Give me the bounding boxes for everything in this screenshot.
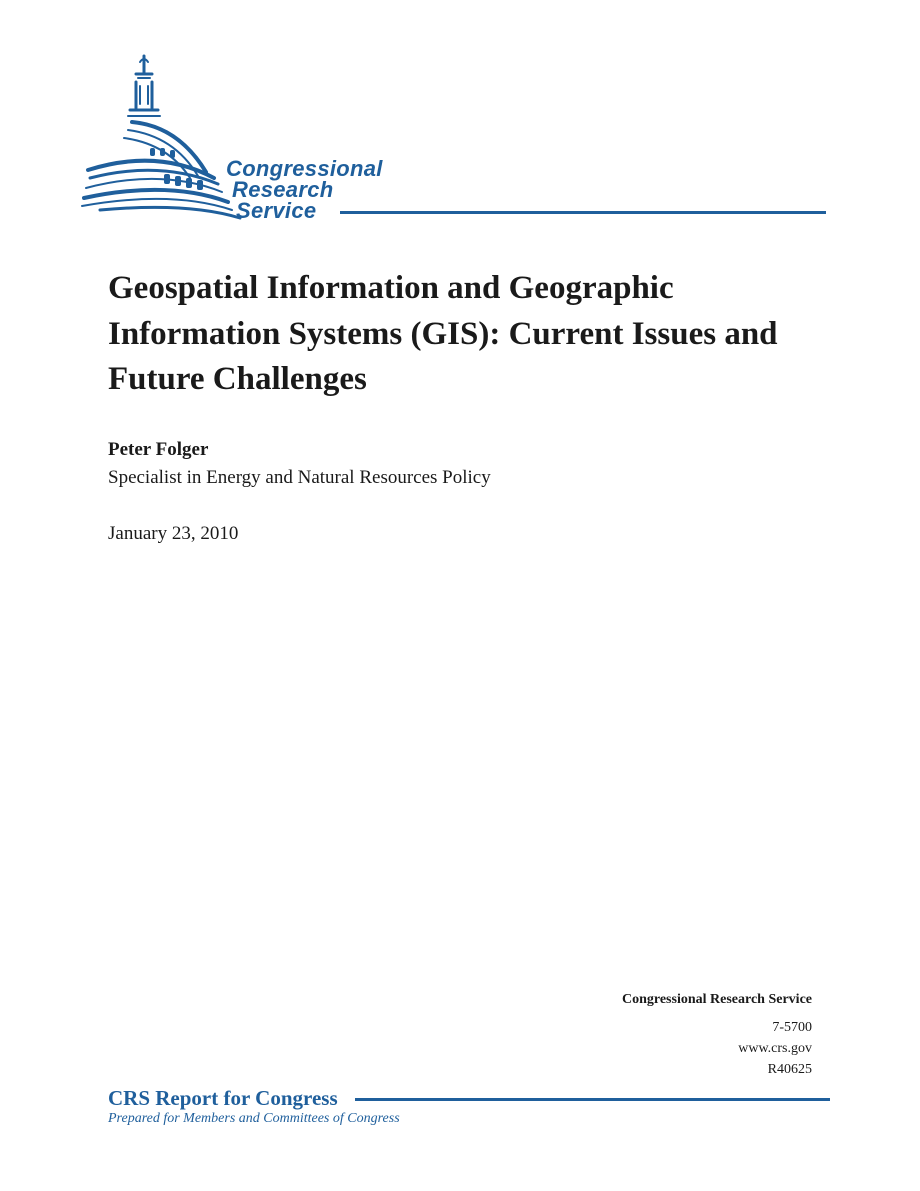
crs-logo xyxy=(78,52,838,227)
report-number: R40625 xyxy=(767,1062,812,1077)
crs-info-block xyxy=(622,990,812,1080)
logo-word-research: Research xyxy=(232,177,334,202)
report-date: January 23, 2010 xyxy=(108,523,239,544)
logo-word-congressional: Congressional xyxy=(226,156,383,181)
footer-title: CRS Report for Congress xyxy=(108,1086,338,1110)
logo-word-service: Service xyxy=(236,198,317,223)
author-name: Peter Folger xyxy=(108,439,209,460)
crs-organization: Congressional Research Service xyxy=(621,992,812,1007)
crs-website-link[interactable]: www.crs.gov xyxy=(738,1041,812,1056)
report-title: Geospatial Information and Geographic Information Systems (GIS): Current Issues and Future Challenges xyxy=(108,270,778,397)
crs-phone-code: 7-5700 xyxy=(772,1020,812,1035)
author-role: Specialist in Energy and Natural Resources Policy xyxy=(108,467,491,488)
logo-divider xyxy=(340,211,826,214)
footer-divider xyxy=(355,1098,830,1101)
footer-subtitle: Prepared for Members and Committees of Congress xyxy=(108,1111,400,1126)
